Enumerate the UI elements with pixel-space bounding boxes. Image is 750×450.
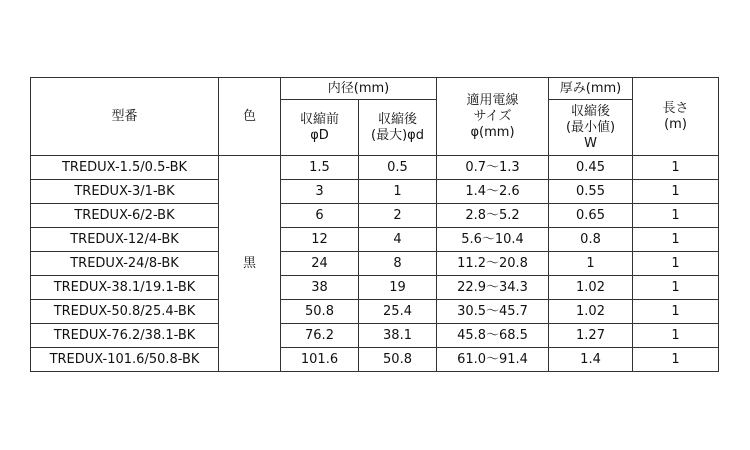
header-before-shrink-line2: φD	[310, 127, 329, 143]
thickness-cell: 0.8	[549, 228, 633, 252]
header-wire-size-line1: 適用電線	[466, 92, 519, 108]
after-shrink-cell: 38.1	[359, 324, 437, 348]
before-shrink-cell: 1.5	[281, 156, 359, 180]
header-thickness: 厚み(mm)	[549, 78, 633, 100]
after-shrink-cell: 50.8	[359, 348, 437, 372]
before-shrink-cell: 6	[281, 204, 359, 228]
table-row	[31, 228, 719, 252]
table-row	[31, 252, 719, 276]
model-cell: TREDUX-76.2/38.1-BK	[31, 324, 219, 348]
wire-size-cell: 61.0～91.4	[437, 348, 549, 372]
model-cell: TREDUX-50.8/25.4-BK	[31, 300, 219, 324]
length-cell: 1	[633, 156, 719, 180]
thickness-cell: 0.45	[549, 156, 633, 180]
before-shrink-cell: 3	[281, 180, 359, 204]
wire-size-cell: 30.5～45.7	[437, 300, 549, 324]
before-shrink-cell: 76.2	[281, 324, 359, 348]
table-row	[31, 300, 719, 324]
header-wire-size-line2: サイズ	[473, 108, 512, 124]
after-shrink-cell: 4	[359, 228, 437, 252]
header-thickness-min	[549, 100, 633, 156]
header-row-top	[31, 78, 719, 100]
wire-size-cell: 22.9～34.3	[437, 276, 549, 300]
model-cell: TREDUX-1.5/0.5-BK	[31, 156, 219, 180]
wire-size-cell: 0.7～1.3	[437, 156, 549, 180]
header-before-shrink-line1: 収縮前	[299, 111, 339, 127]
model-cell: TREDUX-38.1/19.1-BK	[31, 276, 219, 300]
length-cell: 1	[633, 180, 719, 204]
table-row	[31, 324, 719, 348]
after-shrink-cell: 8	[359, 252, 437, 276]
before-shrink-cell: 101.6	[281, 348, 359, 372]
length-cell: 1	[633, 324, 719, 348]
thickness-cell: 0.65	[549, 204, 633, 228]
model-cell: TREDUX-6/2-BK	[31, 204, 219, 228]
header-inner-diameter: 内径(mm)	[281, 78, 437, 100]
header-wire-size-line3: φ(mm)	[470, 124, 515, 140]
length-cell: 1	[633, 228, 719, 252]
header-after-shrink-line2: (最大)φd	[371, 127, 424, 143]
header-length	[633, 78, 719, 156]
header-length-line1: 長さ	[662, 100, 689, 116]
before-shrink-cell: 38	[281, 276, 359, 300]
model-cell: TREDUX-24/8-BK	[31, 252, 219, 276]
thickness-cell: 1.4	[549, 348, 633, 372]
table-row	[31, 204, 719, 228]
after-shrink-cell: 19	[359, 276, 437, 300]
before-shrink-cell: 50.8	[281, 300, 359, 324]
after-shrink-cell: 25.4	[359, 300, 437, 324]
header-before-shrink	[281, 100, 359, 156]
wire-size-cell: 45.8～68.5	[437, 324, 549, 348]
after-shrink-cell: 1	[359, 180, 437, 204]
wire-size-cell: 5.6～10.4	[437, 228, 549, 252]
table-row	[31, 276, 719, 300]
header-model: 型番	[31, 78, 219, 156]
header-wire-size	[437, 78, 549, 156]
table-row	[31, 156, 719, 180]
after-shrink-cell: 2	[359, 204, 437, 228]
header-after-shrink	[359, 100, 437, 156]
header-after-shrink-line1: 収縮後	[378, 111, 418, 127]
length-cell: 1	[633, 204, 719, 228]
header-color: 色	[219, 78, 281, 156]
before-shrink-cell: 12	[281, 228, 359, 252]
thickness-cell: 1.02	[549, 276, 633, 300]
color-cell: 黒	[219, 156, 281, 372]
table-row	[31, 348, 719, 372]
table-row	[31, 180, 719, 204]
wire-size-cell: 11.2～20.8	[437, 252, 549, 276]
header-length-line2: (m)	[664, 116, 687, 132]
length-cell: 1	[633, 348, 719, 372]
after-shrink-cell: 0.5	[359, 156, 437, 180]
thickness-cell: 0.55	[549, 180, 633, 204]
thickness-cell: 1	[549, 252, 633, 276]
header-thickness-min-line3: W	[584, 135, 597, 151]
model-cell: TREDUX-12/4-BK	[31, 228, 219, 252]
length-cell: 1	[633, 276, 719, 300]
length-cell: 1	[633, 252, 719, 276]
model-cell: TREDUX-101.6/50.8-BK	[31, 348, 219, 372]
length-cell: 1	[633, 300, 719, 324]
thickness-cell: 1.27	[549, 324, 633, 348]
header-thickness-min-line2: (最小値)	[565, 119, 616, 135]
spec-table	[30, 77, 719, 372]
wire-size-cell: 2.8～5.2	[437, 204, 549, 228]
model-cell: TREDUX-3/1-BK	[31, 180, 219, 204]
before-shrink-cell: 24	[281, 252, 359, 276]
header-thickness-min-line1: 収縮後	[571, 103, 611, 119]
wire-size-cell: 1.4～2.6	[437, 180, 549, 204]
thickness-cell: 1.02	[549, 300, 633, 324]
